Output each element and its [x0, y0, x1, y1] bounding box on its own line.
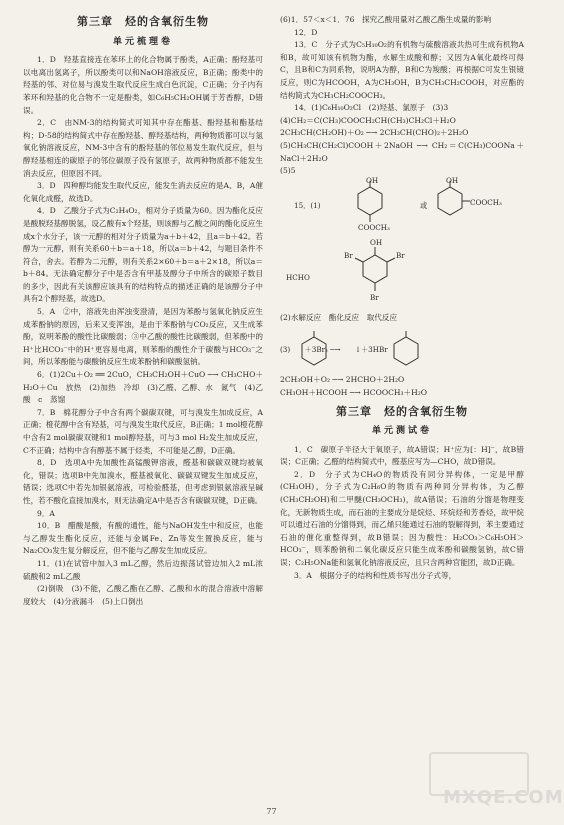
or-label: 或 [420, 200, 428, 210]
reaction-types: (2)水解反应 酯化反应 取代反应 [280, 312, 398, 322]
equation-line: (5)CH₃CH(CH₂Cl)COOH＋2NaOH ─→ CH₂＝C(CH₃)COONa＋NaCl＋2H₂O [280, 140, 524, 163]
watermark-text-icon: MXQE.COM [443, 787, 564, 808]
answer-paragraph: 11．(1)在试管中加入3 mL乙醇，然后边振荡试管边加入2 mL浓硫酸和2 mL乙酸 [23, 558, 263, 581]
answer-paragraph: 3．A 根据分子的结构和性质书写出分子式等， [294, 570, 457, 580]
equation-line: CH₃OH＋HCOOH ─→ HCOOCH₃＋H₂O [280, 387, 428, 397]
answer-paragraph: 12．D [294, 27, 318, 37]
bromine-label: Br [396, 250, 405, 260]
section-title: 单元测试卷 [371, 426, 432, 437]
hydroxyl-label: OH [366, 175, 379, 185]
chapter-title: 第三章 烃的含氧衍生物 [77, 15, 209, 28]
phenol-structure [294, 330, 334, 372]
equation-line: 2CH₃CH(CH₂OH)＋O₂ ─→ 2CH₃CH(CHO)₂＋2H₂O [280, 128, 469, 138]
answer-paragraph: 2．C 由NM-3的结构简式可知其中存在酯基、酚羟基和酯基结构；D-58的结构简式中存在酚羟基、醇羟基结构，两种物质都可以与氢氧化钠溶液反应，NM-3中含有的酚羟基的邻位易发生取代反应，但与醇羟基相连的碳原子的邻位碳原子没有氢原子，故两种物质都不能发生消去反应，但原因不同。 [23, 118, 263, 178]
answer-paragraph: 2．D 分子式为CH₄O的物质没有同分异构体，一定是甲醇(CH₃OH)，分子式为C₂H₆O的物质有两种同分异构体，为乙醇(CH₃CH₂OH)和二甲醚(CH₃OCH₃)，故A错误；石油的分馏是物理变化，无新物质生成，而石油的主要成分是烷烃、环烷烃和芳香烃，故甲烷可以通过石油的分馏得到，而乙烯只能通过石油的裂解得到，苯主要通过石油的催化重整得到，故B错误；因为酸性：H₂CO₃＞C₆H₅OH＞HCO₃⁻，则苯酚钠和二氧化碳反应只能生成苯酚和碳酸氢钠，故C错误；C₂H₅ONa能和氢氧化钠溶液反应，且只含两种官能团，故D正确。 [280, 469, 524, 568]
tribromophenol-product [382, 330, 432, 372]
formaldehyde-label: HCHO [286, 272, 310, 282]
bromine-label: Br [344, 250, 353, 260]
answer-paragraph: 5．A ②中，溶液先由浑浊变澄清，是因为苯酚与氢氧化钠反应生成苯酚钠的原因，后来又变浑浊，是由于苯酚钠与CO₂反应，又生成苯酚，说明苯酚的酸性比碳酸弱；③中乙酸的酸性比碳酸弱，但苯酚中的H⁺比HCO₃⁻中的H⁺更容易电离，则苯酚的酸性介于碳酸与HCO₃⁻之间，所以苯酚能与碳酸钠反应生成苯酚钠和碳酸氢钠。 [23, 307, 263, 367]
equation-line: (4)CH₂＝C(CH₃)COOCH₂CH(CH₃)CH₂Cl＋H₂O [280, 115, 456, 125]
left-column [23, 14, 263, 608]
reaction-line: (3) ＋3Br₂ ─→ ↓＋3HBr [280, 345, 388, 355]
answer-paragraph: (2)倒吸 (3)不能，乙酸乙酯在乙醇、乙酸和水的混合溶液中溶解度较大 (4)分液漏斗 (5)上口倒出 [23, 584, 263, 606]
answer-paragraph: 6．(1)2Cu＋O₂ ══ 2CuO，CH₃CH₂OH＋CuO ─→ CH₃CHO＋H₂O＋Cu 放热 (2)加热 冷却 (3)乙醛、乙醇、水 氮气 (4)乙酸 c 蒸馏 [23, 370, 263, 405]
hydroxyl-label: OH [370, 237, 383, 247]
hydroxyl-label: OH [446, 175, 459, 185]
tribromophenol-structure-row [280, 238, 524, 310]
watermark-logo [425, 748, 564, 820]
chapter-title: 第三章 烃的含氧衍生物 [336, 404, 468, 418]
answer-paragraph: 9．A [37, 508, 55, 518]
answer-paragraph: 4．D 乙酸分子式为C₂H₄O₂，相对分子质量为60。因为酯化反应是酸脱羟基醇脱氢，设乙酸有x个羟基，则该醇与乙酸之间的酯化反应生成x个水分子，该一元醇的相对分子质量为a＋b＋42，且a＝b＋42。若醇为一元醇，则有关系60＋b＝a＋18，所以a＝b＋42，与题目条件不符合，舍去。若醇为二元醇，则有关系2×60＋b＝a＋2×18，所以a＝b＋84。无法确定醇分子中是否含有甲基及醇分子中所含的碳原子数目的多少，因此有关该醇应该具有的结构特点的描述正确的是该醇分子中具有2个醇羟基，故选D。 [23, 206, 263, 304]
q15-number: 15．(1) [294, 200, 321, 210]
right-column [280, 14, 524, 582]
answer-paragraph: 8．D 选项A中先加酸性高锰酸钾溶液，醛基和碳碳双键均被氧化，错误；选项B中先加溴水，醛基被氧化、碳碳双键发生加成反应，错误；选项C中若先加银氨溶液，可检验醛基，但考虑到银氨溶液呈碱性，若不酸化直接加溴水，则无法确定A中是否含有碳碳双键，D正确。 [23, 458, 263, 505]
equation-line: (5)5 [280, 166, 296, 176]
ester-group-label: COOCH₃ [358, 222, 390, 232]
answer-paragraph: (6)1．57＜x＜1．76 探究乙酸用量对乙酸乙酯生成量的影响 [280, 15, 492, 24]
answer-paragraph: 1．C 碳原子半径大于氧原子，故A错误；H⁺应为[：H]⁻，故B错误；C正确；乙醛的结构简式中，醛基应写为—CHO，故D错误。 [280, 444, 524, 467]
answer-paragraph: 14．(1)C₆H₁₀O₂Cl (2)羟基、氯原子 (3)3 [294, 103, 449, 113]
answer-paragraph: 13．C 分子式为C₅H₁₀O₂的有机物与硫酸溶液共热可生成有机物A和B，故可知该有机物为酯，水解生成酸和醇；又因为A氧化最终可得C，且B和C为同系物，说明A为醇，B和C为羧酸；再根据C可发生银镜反应，则C为HCOOH，A为CH₃OH，B为CH₃CH₂COOH，对应酯的结构简式为CH₃CH₂COOCH₃。 [280, 40, 524, 100]
bromination-reaction [280, 326, 524, 372]
q15-structures [280, 175, 524, 236]
answer-paragraph: 1．D 羟基直接连在苯环上的化合物属于酚类，A正确；酚羟基可以电离出氢离子，所以酚类可以和NaOH溶液反应，B正确；酚类中的羟基的邻、对位易与溴发生取代反应生成白色沉淀，C正确；分子内有苯环和羟基的化合物不一定是酚类，如C₆H₅CH₂OH属于芳香醇，D错误。 [23, 55, 263, 115]
answer-paragraph: 10．B 醋酸是酸，有酸的通性，能与NaOH发生中和反应，也能与乙醇发生酯化反应，还能与金属Fe、Zn等发生置换反应，能与Na₂CO₃发生复分解反应，但不能与乙醇发生加成反应。 [23, 521, 263, 556]
page-number: 77 [266, 807, 277, 816]
ester-group-label: COOCH₃ [470, 197, 502, 207]
answer-paragraph: 7．B 棉花醇分子中含有两个碳碳双键，可与溴发生加成反应，A正确；橙花醇中含有羟基，可与溴发生取代反应，B正确；1 mol橙花醇中含有2 mol碳碳双键和1 mol醇羟基，可与3 mol H₂发生加成反应，C不正确；结构中含有醇基不属于烃类，不可能是乙醇，D正确。 [23, 407, 263, 455]
answer-paragraph: 3．D 四种醇均能发生取代反应，能发生消去反应的是A、B，A催化氧化成醛，故选D。 [23, 181, 263, 203]
equation-line: 2CH₃OH＋O₂ ─→ 2HCHO＋2H₂O [280, 375, 405, 385]
section-title: 单元梳理卷 [112, 36, 173, 47]
bromine-label: Br [370, 292, 379, 302]
